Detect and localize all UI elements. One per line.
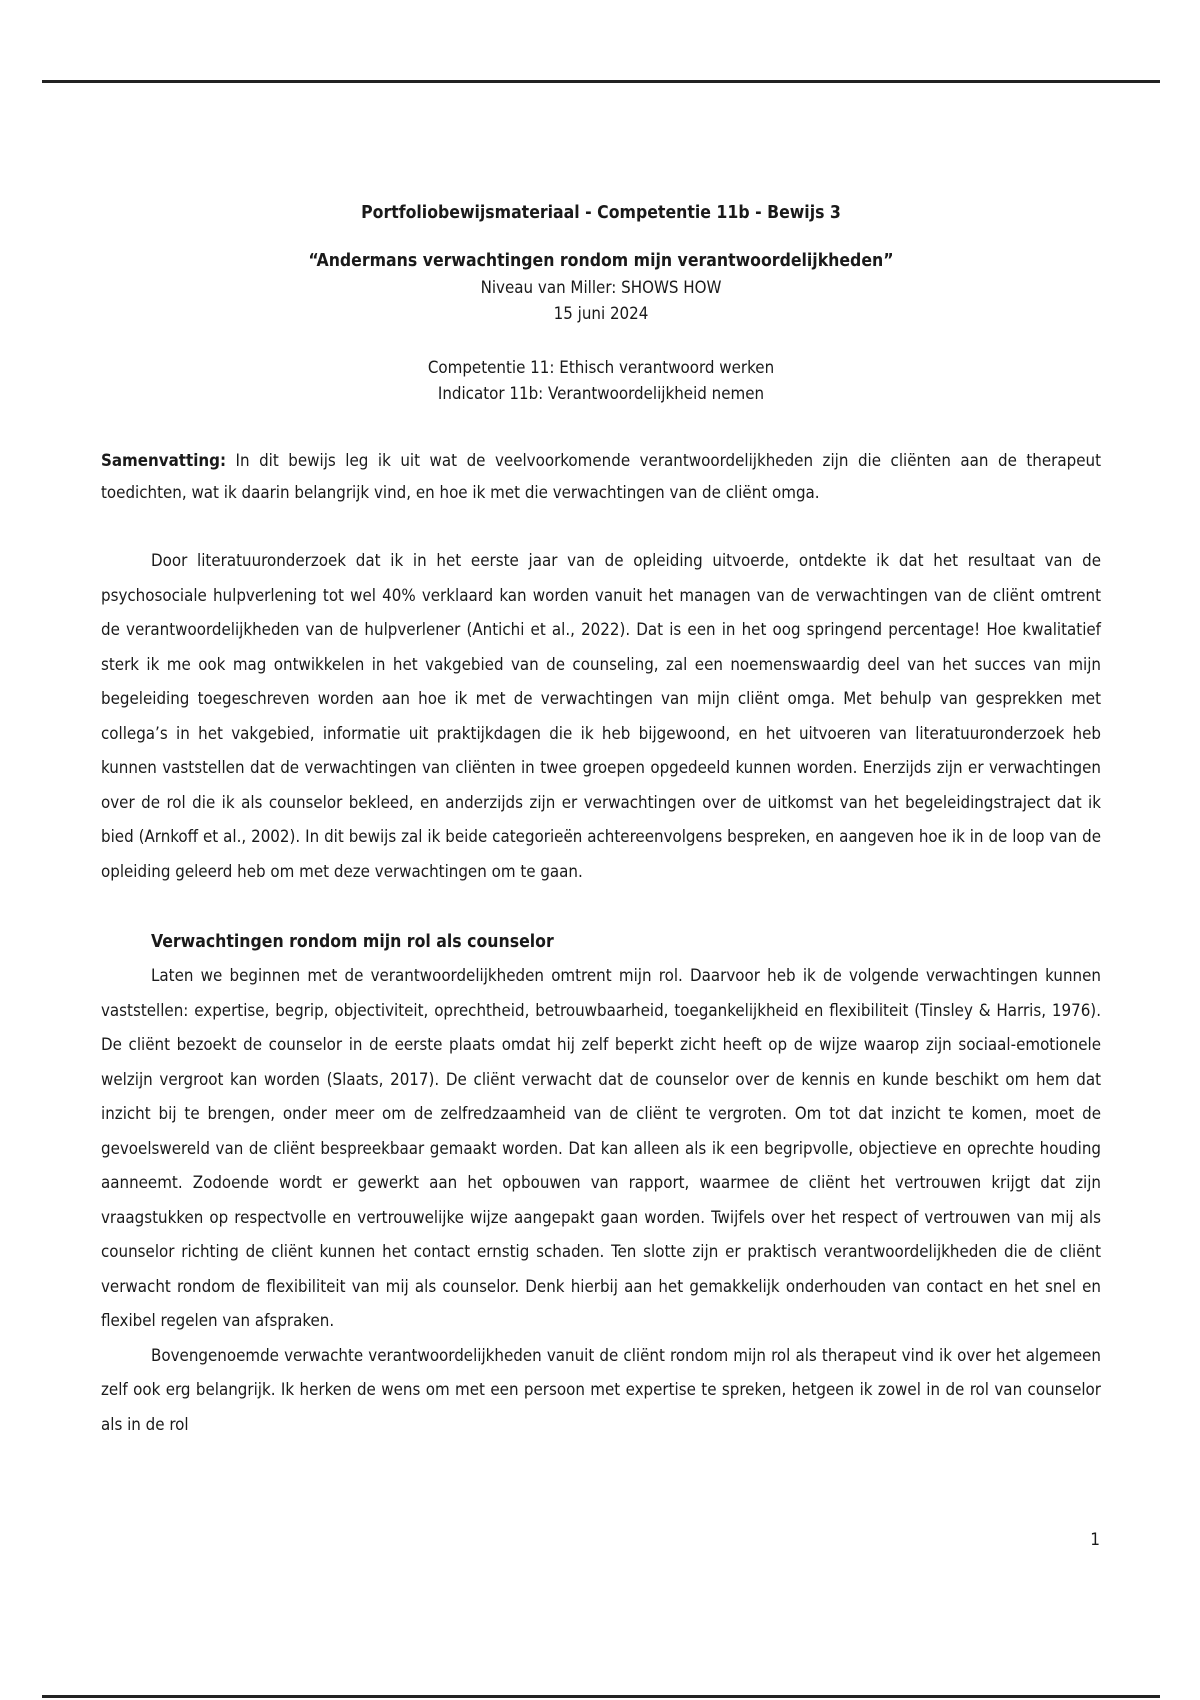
document-subtitle: “Andermans verwachtingen rondom mijn verantwoordelijkheden”	[308, 251, 894, 271]
section-heading: Verwachtingen rondom mijn rol als counselor	[151, 932, 554, 952]
intro-paragraph: Door literatuuronderzoek dat ik in het eerste jaar van de opleiding uitvoerde, ontdekte ik dat het resultaat van de psychosociale hulpverlening tot wel 40% verklaard kan worden vanuit het managen van de verwachtingen van de cliënt omtrent de verantwoordelijkheden van de hulpverlener (Antichi et al., 2022). Dat is een in het oog springend percentage! Hoe kwalitatief sterk ik me ook mag ontwikkelen in het vakgebied van de counseling, zal een noemenswaardig deel van het succes van mijn begeleiding toegeschreven worden aan hoe ik met de verwachtingen van mijn cliënt omga. Met behulp van gesprekken met collega’s in het vakgebied, informatie uit praktijkdagen die ik heb bijgewoond, en het uitvoeren van literatuuronderzoek heb kunnen vaststellen dat de verwachtingen van cliënten in twee groepen opgedeeld kunnen worden. Enerzijds zijn er verwachtingen over de rol die ik als counselor bekleed, en anderzijds zijn er verwachtingen over de uitkomst van het begeleidingstraject dat ik bied (Arnkoff et al., 2002). In dit bewijs zal ik beide categorieën achtereenvolgens bespreken, en aangeven hoe ik in de loop van de opleiding geleerd heb om met deze verwachtingen om te gaan.	[101, 550, 1101, 881]
indicator-label: Indicator 11b: Verantwoordelijkheid nemen	[437, 383, 765, 403]
page-number: 1	[1090, 1530, 1100, 1550]
summary-paragraph	[101, 444, 1101, 508]
competence-label: Competentie 11: Ethisch verantwoord werken	[427, 357, 775, 377]
document-date: 15 juni 2024	[553, 303, 649, 323]
document-page	[101, 200, 1101, 1441]
miller-level: Niveau van Miller: SHOWS HOW	[480, 277, 722, 297]
closing-paragraph: Bovengenoemde verwachte verantwoordelijkheden vanuit de cliënt rondom mijn rol als therapeut vind ik over het algemeen zelf ook erg belangrijk. Ik herken de wens om met een persoon met expertise te spreken, hetgeen ik zowel in de rol van counselor als in de rol	[101, 1344, 1101, 1434]
document-title: Portfoliobewijsmateriaal - Competentie 11b - Bewijs 3	[361, 203, 841, 223]
bottom-rule	[42, 1695, 1160, 1698]
role-paragraph: Laten we beginnen met de verantwoordelijkheden omtrent mijn rol. Daarvoor heb ik de volgende verwachtingen kunnen vaststellen: expertise, begrip, objectiviteit, oprechtheid, betrouwbaarheid, toegankelijkheid en flexibiliteit (Tinsley & Harris, 1976). De cliënt bezoekt de counselor in de eerste plaats omdat hij zelf beperkt zicht heeft op de wijze waarop zijn sociaal-emotionele welzijn vergroot kan worden (Slaats, 2017). De cliënt verwacht dat de counselor over de kennis en kunde beschikt om hem dat inzicht bij te brengen, onder meer om de zelfredzaamheid van de cliënt te vergroten. Om tot dat inzicht te komen, moet de gevoelswereld van de cliënt bespreekbaar gemaakt worden. Dat kan alleen als ik een begripvolle, objectieve en oprechte houding aanneemt. Zodoende wordt er gewerkt aan het opbouwen van rapport, waarmee de cliënt het vertrouwen krijgt dat zijn vraagstukken op respectvolle en vertrouwelijke wijze aangepakt gaan worden. Twijfels over het respect of vertrouwen van mij als counselor richting de cliënt kunnen het contact ernstig schaden. Ten slotte zijn er praktisch verantwoordelijkheden die de cliënt verwacht rondom de flexibiliteit van mij als counselor. Denk hierbij aan het gemakkelijk onderhouden van contact en het snel en flexibel regelen van afspraken.	[101, 965, 1101, 1330]
summary-label: Samenvatting:	[101, 450, 227, 470]
top-rule	[42, 80, 1160, 83]
summary-text: In dit bewijs leg ik uit wat de veelvoorkomende verantwoordelijkheden zijn die cliënten aan de therapeut toedichten, wat ik daarin belangrijk vind, en hoe ik met die verwachtingen van de cliënt omga.	[101, 450, 1101, 502]
document-header	[101, 200, 1101, 406]
